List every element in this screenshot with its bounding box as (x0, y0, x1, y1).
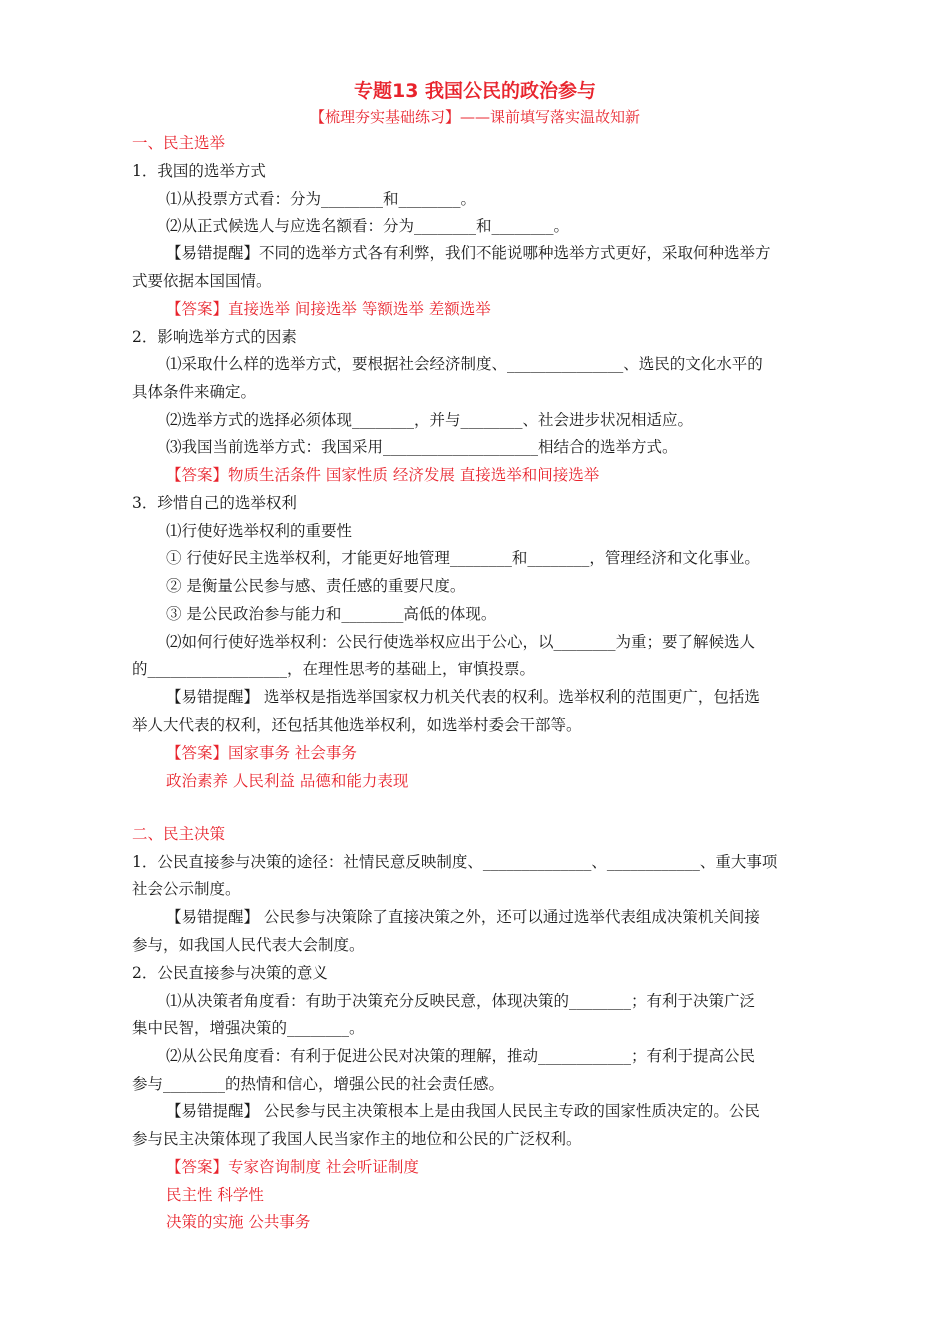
text-line: 2．公民直接参与决策的意义 (132, 964, 328, 982)
text-line: ⑵从正式候选人与应选名额看：分为________和________。 (166, 217, 570, 235)
text-line: 式要依据本国国情。 (132, 272, 272, 290)
tip-line: 【易错提醒】 公民参与民主决策根本上是由我国人民民主专政的国家性质决定的。公民 (166, 1102, 760, 1120)
text-line: ⑵选举方式的选择必须体现________，并与________、社会进步状况相适应。 (166, 411, 694, 429)
tip-line: 【易错提醒】不同的选举方式各有利弊，我们不能说哪种选举方式更好，采取何种选举方 (166, 244, 771, 262)
text-line: 1．公民直接参与决策的途径：社情民意反映制度、______________、____________、重大事项 (132, 853, 778, 871)
text-line: ⑵如何行使好选举权利：公民行使选举权应出于公心，以________为重；要了解候选人 (166, 633, 756, 651)
text-line: ⑵从公民角度看：有利于促进公民对决策的理解，推动____________；有利于提高公民 (166, 1047, 756, 1065)
text-line: ① 行使好民主选举权利，才能更好地管理________和________，管理经济和文化事业。 (166, 549, 760, 567)
text-line: ⑴行使好选举权利的重要性 (166, 522, 353, 540)
tip-line: 【易错提醒】 公民参与决策除了直接决策之外，还可以通过选举代表组成决策机关间接 (166, 908, 760, 926)
tip-line: 【易错提醒】 选举权是指选举国家权力机关代表的权利。选举权利的范围更广，包括选 (166, 688, 760, 706)
text-line: 的__________________，在理性思考的基础上，审慎投票。 (132, 660, 536, 678)
text-line: 3．珍惜自己的选举权利 (132, 494, 297, 512)
answer-line: 民主性 科学性 (166, 1186, 264, 1204)
page-title: 专题13 我国公民的政治参与 (353, 80, 597, 102)
answer-line: 决策的实施 公共事务 (166, 1213, 311, 1231)
text-line: 举人大代表的权利，还包括其他选举权利，如选举村委会干部等。 (132, 716, 582, 734)
text-line: 1．我国的选举方式 (132, 162, 266, 180)
text-line: ⑴从决策者角度看：有助于决策充分反映民意，体现决策的________；有利于决策广泛 (166, 992, 756, 1010)
section-heading-election: 一、民主选举 (132, 134, 226, 152)
answer-line: 【答案】物质生活条件 国家性质 经济发展 直接选举和间接选举 (166, 466, 600, 484)
answer-line: 【答案】专家咨询制度 社会听证制度 (166, 1158, 419, 1176)
text-line: 2．影响选举方式的因素 (132, 328, 297, 346)
answer-line: 【答案】国家事务 社会事务 (166, 744, 357, 762)
text-line: ② 是衡量公民参与感、责任感的重要尺度。 (166, 577, 466, 595)
page-subtitle: 【梳理夯实基础练习】——课前填写落实温故知新 (309, 108, 640, 126)
answer-line: 政治素养 人民利益 品德和能力表现 (166, 772, 409, 790)
text-line: ⑶我国当前选举方式：我国采用____________________相结合的选举方式。 (166, 438, 678, 456)
section-heading-decision: 二、民主决策 (132, 825, 226, 843)
text-line: 参与民主决策体现了我国人民当家作主的地位和公民的广泛权利。 (132, 1130, 582, 1148)
text-line: 集中民智，增强决策的________。 (132, 1019, 365, 1037)
text-line: ⑴采取什么样的选举方式，要根据社会经济制度、_______________、选民的文化水平的 (166, 355, 763, 373)
text-line: 参与，如我国人民代表大会制度。 (132, 936, 365, 954)
text-line: 参与________的热情和信心，增强公民的社会责任感。 (132, 1075, 505, 1093)
text-line: ③ 是公民政治参与能力和________高低的体现。 (166, 605, 497, 623)
text-line: 社会公示制度。 (132, 880, 241, 898)
answer-line: 【答案】直接选举 间接选举 等额选举 差额选举 (166, 300, 491, 318)
text-line: 具体条件来确定。 (132, 383, 257, 401)
text-line: ⑴从投票方式看：分为________和________。 (166, 190, 477, 208)
